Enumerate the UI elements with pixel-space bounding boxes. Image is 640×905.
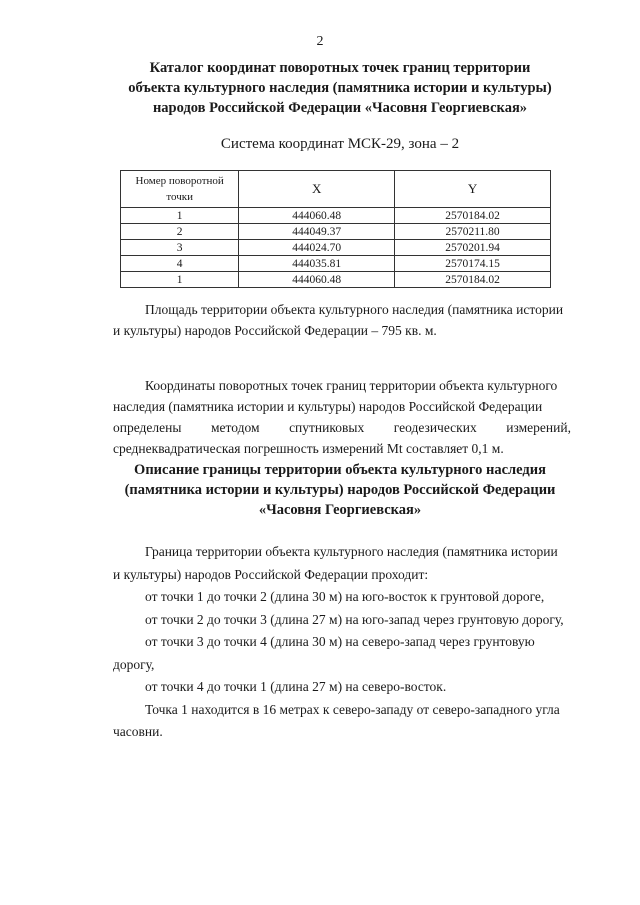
paragraph-line: и культуры) народов Российской Федерации – 795 кв. м. xyxy=(113,323,437,338)
paragraph-line: Точка 1 находится в 16 метрах к северо-западу от северо-западного угла xyxy=(145,701,560,717)
paragraph-line: Граница территории объекта культурного наследия (памятника истории xyxy=(145,544,558,559)
paragraph-line: от точки 3 до точки 4 (длина 30 м) на северо-запад через грунтовую xyxy=(145,634,535,649)
table-row xyxy=(121,224,551,240)
y-cell: 2570174.15 xyxy=(395,256,551,272)
paragraph-line: среднеквадратическая погрешность измерений Mt составляет 0,1 м. xyxy=(113,441,504,456)
y-cell: 2570201.94 xyxy=(395,240,551,256)
description-title-line: Описание границы территории объекта культурного наследия xyxy=(134,462,546,478)
table-row xyxy=(121,272,551,288)
point-number-header-line: Номер поворотной xyxy=(135,175,224,187)
boundary-description xyxy=(113,541,571,744)
x-cell: 444049.37 xyxy=(239,224,395,240)
paragraph-line: от точки 2 до точки 3 (длина 27 м) на юго-запад через грунтовую дорогу, xyxy=(145,611,564,627)
description-title-line: «Часовня Георгиевская» xyxy=(258,502,422,518)
catalog-title xyxy=(60,58,620,118)
x-cell: 444035.81 xyxy=(239,256,395,272)
point-number-cell: 1 xyxy=(121,208,239,224)
description-title xyxy=(60,460,620,520)
y-cell: 2570184.02 xyxy=(395,208,551,224)
paragraph-line: от точки 4 до точки 1 (длина 27 м) на северо-восток. xyxy=(145,679,447,694)
paragraph-line: дорогу, xyxy=(113,656,155,672)
x-header: X xyxy=(239,171,395,208)
table-row xyxy=(121,208,551,224)
paragraph-word: методом xyxy=(210,420,260,435)
point-number-cell: 1 xyxy=(121,272,239,288)
x-cell: 444060.48 xyxy=(239,208,395,224)
coordinates-table xyxy=(120,170,551,288)
coordinate-system-label: Система координат МСК-29, зона – 2 xyxy=(220,136,460,152)
paragraph-line: от точки 1 до точки 2 (длина 30 м) на юго-восток к грунтовой дороге, xyxy=(145,589,545,604)
y-header: Y xyxy=(395,171,551,208)
x-cell: 444024.70 xyxy=(239,240,395,256)
table-row xyxy=(121,240,551,256)
table-row xyxy=(121,256,551,272)
coordinates-method-paragraph xyxy=(113,375,571,459)
paragraph-word: геодезических xyxy=(393,420,477,435)
catalog-title-line: объекта культурного наследия (памятника истории и культуры) xyxy=(128,80,552,96)
paragraph-word: измерений, xyxy=(506,420,571,435)
catalog-title-line: народов Российской Федерации «Часовня Георгиевская» xyxy=(152,100,528,116)
paragraph-line: Координаты поворотных точек границ территории объекта культурного xyxy=(145,378,558,393)
point-number-cell: 3 xyxy=(121,240,239,256)
x-cell: 444060.48 xyxy=(239,272,395,288)
paragraph-line: Площадь территории объекта культурного наследия (памятника истории xyxy=(145,302,564,317)
point-number-cell: 2 xyxy=(121,224,239,240)
point-number-cell: 4 xyxy=(121,256,239,272)
paragraph-line: и культуры) народов Российской Федерации проходит: xyxy=(113,566,429,582)
paragraph-line: наследия (памятника истории и культуры) народов Российской Федерации xyxy=(113,399,543,414)
area-paragraph xyxy=(113,299,571,341)
point-number-header xyxy=(121,171,239,208)
page-number: 2 xyxy=(316,34,324,49)
point-number-header-line: точки xyxy=(166,191,193,203)
paragraph-word: спутниковых xyxy=(289,420,365,435)
paragraph-line: часовни. xyxy=(113,724,163,739)
y-cell: 2570211.80 xyxy=(395,224,551,240)
paragraph-word: определены xyxy=(113,420,182,435)
paragraph-line xyxy=(113,417,571,438)
table-header-row xyxy=(121,171,551,208)
description-title-line: (памятника истории и культуры) народов Российской Федерации xyxy=(124,482,556,498)
y-cell: 2570184.02 xyxy=(395,272,551,288)
catalog-title-line: Каталог координат поворотных точек границ территории xyxy=(149,60,531,76)
